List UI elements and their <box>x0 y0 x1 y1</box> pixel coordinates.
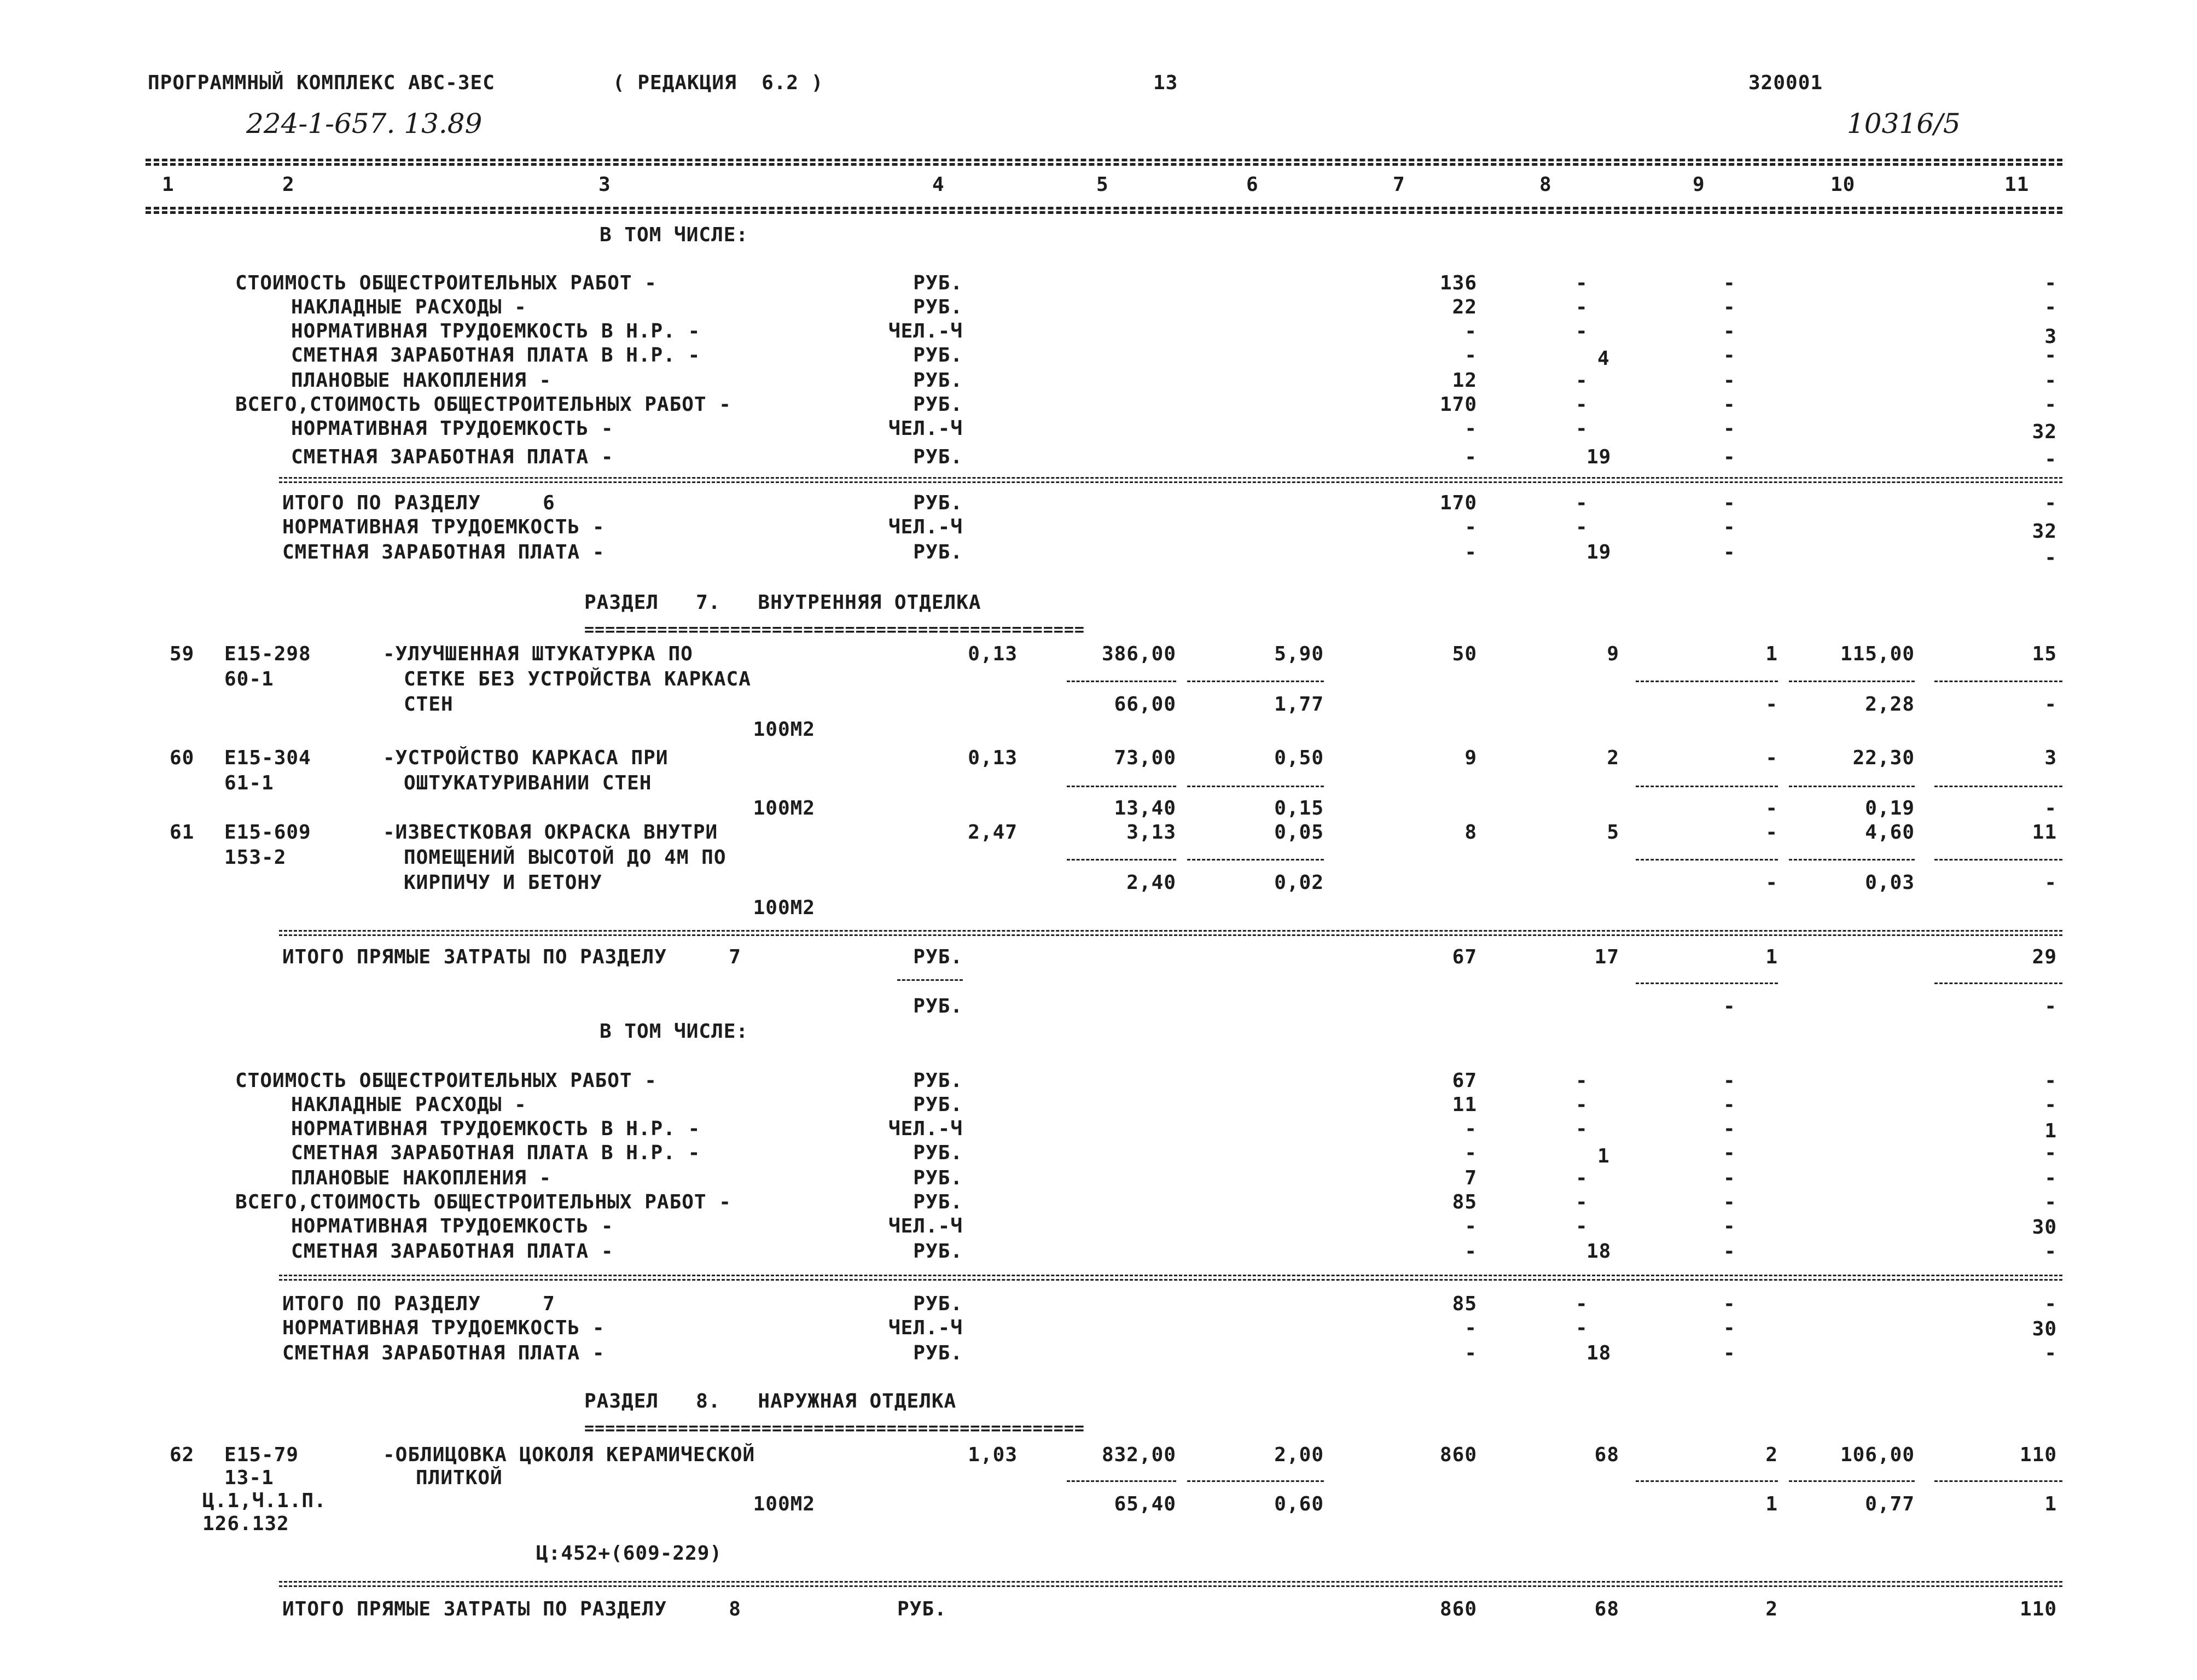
section-7-title: РАЗДЕЛ 7. ВНУТРЕННЯЯ ОТДЕЛКА <box>584 591 981 614</box>
row-unit: РУБ. <box>913 272 963 294</box>
row-unit: РУБ. <box>897 1598 947 1620</box>
row-col9: - <box>1723 393 1736 416</box>
item-desc-line: -ИЗВЕСТКОВАЯ ОКРАСКА ВНУТРИ <box>383 821 718 844</box>
item-machine-total: 2 <box>1765 1444 1778 1466</box>
row-col7: 85 <box>1452 1293 1477 1315</box>
row-label: ИТОГО ПРЯМЫЕ ЗАТРАТЫ ПО РАЗДЕЛУ 7 <box>282 946 741 968</box>
item-unit-cost: 386,00 <box>1101 643 1176 665</box>
row-label: ВСЕГО,СТОИМОСТЬ ОБЩЕСТРОИТЕЛЬНЫХ РАБОТ - <box>235 1191 731 1213</box>
row-unit: ЧЕЛ.-Ч <box>888 1215 963 1237</box>
row-label: ИТОГО ПРЯМЫЕ ЗАТРАТЫ ПО РАЗДЕЛУ 8 <box>282 1598 741 1620</box>
cell-divider <box>1067 681 1176 682</box>
row-col9: 2 <box>1765 1598 1778 1620</box>
row-label: СМЕТНАЯ ЗАРАБОТНАЯ ПЛАТА - <box>282 541 605 563</box>
row-col8: - <box>1576 320 1588 342</box>
row-unit: ЧЕЛ.-Ч <box>888 516 963 538</box>
row-col9: - <box>1723 1142 1736 1164</box>
item-labor-unit: 115,00 <box>1840 643 1915 665</box>
row-col7: 11 <box>1452 1094 1477 1116</box>
item-unit: 100М2 <box>753 1493 815 1515</box>
header-rule-bottom-2 <box>146 211 2062 214</box>
row-col8: - <box>1576 369 1588 392</box>
cell-divider <box>1789 1480 1915 1482</box>
item-desc-line: -УСТРОЙСТВО КАРКАСА ПРИ <box>383 747 669 769</box>
row-col8: 19 <box>1586 541 1612 563</box>
row-col9: - <box>1723 1240 1736 1263</box>
item-code-sub: 61-1 <box>224 772 274 794</box>
item-unit-cost: 832,00 <box>1101 1444 1176 1466</box>
row-col11: - <box>2044 1293 2057 1315</box>
row-label: НАКЛАДНЫЕ РАСХОДЫ - <box>291 296 527 318</box>
row-col9: - <box>1723 492 1736 514</box>
row-col11: - <box>2044 1069 2057 1092</box>
cell-divider <box>1187 1480 1324 1482</box>
row-col9: - <box>1723 417 1736 440</box>
row-col11: 29 <box>2032 946 2057 968</box>
row-col7: 860 <box>1439 1598 1477 1620</box>
cell-divider <box>1934 983 2062 984</box>
row-col9: - <box>1723 1069 1736 1092</box>
cell-divider <box>1789 859 1915 861</box>
row-col7: - <box>1464 1240 1477 1263</box>
row-unit: РУБ. <box>913 369 963 392</box>
item-unit: 100М2 <box>753 797 815 819</box>
item-code-pages: 126.132 <box>202 1513 289 1535</box>
row-col8: - <box>1576 1118 1588 1140</box>
item-unit-cost: 73,00 <box>1114 747 1176 769</box>
row-col9: - <box>1723 1293 1736 1315</box>
cell-divider <box>1636 859 1778 861</box>
row-col8: - <box>1576 1094 1588 1116</box>
item-unit-machine: 0,50 <box>1274 747 1324 769</box>
item-total: 50 <box>1452 643 1477 665</box>
row-col9: - <box>1723 1094 1736 1116</box>
item-desc-line: -ОБЛИЦОВКА ЦОКОЛЯ КЕРАМИЧЕСКОЙ <box>383 1444 755 1466</box>
col-5: 5 <box>1096 173 1109 196</box>
col-2: 2 <box>282 173 295 196</box>
cell-divider <box>1934 1480 2062 1482</box>
row-col8: - <box>1576 1215 1588 1237</box>
item-quantity: 0,13 <box>968 643 1018 665</box>
incl-heading-a: В ТОМ ЧИСЛЕ: <box>600 224 749 246</box>
item-machine-total: - <box>1765 821 1778 844</box>
item-desc-line: ОШТУКАТУРИВАНИИ СТЕН <box>404 772 652 794</box>
cell-divider <box>1636 1480 1778 1482</box>
item-labor-unit: 4,60 <box>1865 821 1915 844</box>
item-code: Е15-298 <box>224 643 311 665</box>
row-col11: 32 <box>2032 421 2057 443</box>
row-label: СМЕТНАЯ ЗАРАБОТНАЯ ПЛАТА - <box>282 1342 605 1364</box>
row-unit: РУБ. <box>913 1167 963 1189</box>
row-col7: - <box>1464 516 1477 538</box>
row-unit: РУБ. <box>913 492 963 514</box>
section-7-direct-rule-2 <box>279 934 2062 936</box>
row-unit-2: РУБ. <box>913 995 963 1018</box>
row-col9: - <box>1723 446 1736 468</box>
cell-divider <box>897 979 963 981</box>
cell-divider <box>1934 786 2062 787</box>
row-col11: 30 <box>2032 1318 2057 1340</box>
row-col7: - <box>1464 1118 1477 1140</box>
section-8-underline: ================================================ <box>584 1419 1085 1438</box>
row-col7: 136 <box>1439 272 1477 294</box>
row-col11: 3 <box>2044 325 2057 348</box>
row-col11: 1 <box>2044 1120 2057 1142</box>
item-machine-wage: - <box>1765 797 1778 819</box>
row-col7: 67 <box>1452 1069 1477 1092</box>
document-code: 320001 <box>1748 72 1823 94</box>
row-col7: - <box>1464 541 1477 563</box>
item-unit-wage: 2,40 <box>1126 871 1176 894</box>
row-col9: - <box>1723 1342 1736 1364</box>
row-col7: - <box>1464 344 1477 367</box>
row-col7: 12 <box>1452 369 1477 392</box>
row-col9-b: - <box>1723 995 1736 1018</box>
section-6-total-rule-2 <box>279 481 2062 483</box>
row-unit: РУБ. <box>913 1240 963 1263</box>
row-col7: 170 <box>1439 393 1477 416</box>
row-label: НОРМАТИВНАЯ ТРУДОЕМКОСТЬ - <box>291 1215 614 1237</box>
row-unit: ЧЕЛ.-Ч <box>888 1118 963 1140</box>
item-quantity: 2,47 <box>968 821 1018 844</box>
row-col11: - <box>2044 296 2057 318</box>
item-code: Е15-79 <box>224 1444 299 1466</box>
row-col8: 17 <box>1594 946 1619 968</box>
row-col8: - <box>1576 296 1588 318</box>
row-col8: - <box>1576 393 1588 416</box>
row-label: НОРМАТИВНАЯ ТРУДОЕМКОСТЬ - <box>282 516 605 538</box>
row-col7: 67 <box>1452 946 1477 968</box>
row-col8: - <box>1576 1293 1588 1315</box>
item-desc-line: ПЛИТКОЙ <box>416 1467 503 1489</box>
cell-divider <box>1187 859 1324 861</box>
item-code-ref: Ц.1,Ч.1.П. <box>202 1490 327 1512</box>
row-col11: - <box>2044 547 2057 569</box>
item-machine-wage: 1 <box>1765 1493 1778 1515</box>
row-col8: 1 <box>1597 1145 1610 1167</box>
item-price-formula: Ц:452+(609-229) <box>536 1542 723 1565</box>
row-col8: 18 <box>1586 1342 1612 1364</box>
item-quantity: 0,13 <box>968 747 1018 769</box>
col-6: 6 <box>1246 173 1259 196</box>
row-col8: 18 <box>1586 1240 1612 1263</box>
cell-divider <box>1789 786 1915 787</box>
row-label: НАКЛАДНЫЕ РАСХОДЫ - <box>291 1094 527 1116</box>
item-unit-cost: 3,13 <box>1126 821 1176 844</box>
row-label: СМЕТНАЯ ЗАРАБОТНАЯ ПЛАТА - <box>291 446 614 468</box>
item-unit-machine-wage: 0,60 <box>1274 1493 1324 1515</box>
section-8-direct-rule <box>279 1581 2062 1583</box>
row-col7: - <box>1464 1342 1477 1364</box>
page-number: 13 <box>1153 72 1178 94</box>
row-col8: - <box>1576 1191 1588 1213</box>
item-labor-total: 3 <box>2044 747 2057 769</box>
row-unit: РУБ. <box>913 344 963 367</box>
item-wage-total: 5 <box>1607 821 1619 844</box>
header-rule-top-2 <box>146 163 2062 166</box>
row-unit: РУБ. <box>913 541 963 563</box>
incl-heading-section-7: В ТОМ ЧИСЛЕ: <box>600 1020 749 1043</box>
row-unit: ЧЕЛ.-Ч <box>888 1317 963 1339</box>
item-unit-wage: 13,40 <box>1114 797 1176 819</box>
item-labor-machine-total: - <box>2044 871 2057 894</box>
row-col8: - <box>1576 516 1588 538</box>
row-col8: 19 <box>1586 446 1612 468</box>
row-col8: - <box>1576 1069 1588 1092</box>
row-col8: 68 <box>1594 1598 1619 1620</box>
row-label: НОРМАТИВНАЯ ТРУДОЕМКОСТЬ - <box>282 1317 605 1339</box>
row-col9: - <box>1723 320 1736 342</box>
section-7-total-rule <box>279 1275 2062 1276</box>
row-col11: - <box>2044 448 2057 470</box>
item-labor-machine-total: 1 <box>2044 1493 2057 1515</box>
row-label: ВСЕГО,СТОИМОСТЬ ОБЩЕСТРОИТЕЛЬНЫХ РАБОТ - <box>235 393 731 416</box>
row-col9: - <box>1723 1167 1736 1189</box>
handwritten-project-number: 224-1-657. 13.89 <box>246 108 483 139</box>
section-7-direct-rule <box>279 930 2062 932</box>
row-col7: - <box>1464 1317 1477 1339</box>
item-unit-machine: 5,90 <box>1274 643 1324 665</box>
row-col9: - <box>1723 1191 1736 1213</box>
row-col7: 22 <box>1452 296 1477 318</box>
row-col11: - <box>2044 369 2057 392</box>
row-col8: - <box>1576 417 1588 440</box>
row-col11: - <box>2044 492 2057 514</box>
program-name: ПРОГРАММНЫЙ КОМПЛЕКС АВС-3ЕС <box>148 72 495 94</box>
col-11: 11 <box>2004 173 2030 196</box>
item-quantity: 1,03 <box>968 1444 1018 1466</box>
item-desc-line: СТЕН <box>404 693 454 716</box>
item-code-sub: 153-2 <box>224 846 287 869</box>
item-desc-line: СЕТКЕ БЕЗ УСТРОЙСТВА КАРКАСА <box>404 668 751 690</box>
col-10: 10 <box>1830 173 1856 196</box>
row-col11: 30 <box>2032 1216 2057 1239</box>
item-desc-line: ПОМЕЩЕНИЙ ВЫСОТОЙ ДО 4М ПО <box>404 846 726 869</box>
col-8: 8 <box>1539 173 1552 196</box>
row-col11: 110 <box>2019 1598 2057 1620</box>
item-labor-total: 11 <box>2032 821 2057 844</box>
row-col9: - <box>1723 1215 1736 1237</box>
item-wage-total: 2 <box>1607 747 1619 769</box>
cell-divider <box>1067 859 1176 861</box>
row-col7: - <box>1464 1142 1477 1164</box>
item-unit-machine-wage: 0,02 <box>1274 871 1324 894</box>
item-desc-line: КИРПИЧУ И БЕТОНУ <box>404 871 602 894</box>
row-col7: - <box>1464 320 1477 342</box>
item-code-sub: 13-1 <box>224 1467 274 1489</box>
row-col9: 1 <box>1765 946 1778 968</box>
row-label: СТОИМОСТЬ ОБЩЕСТРОИТЕЛЬНЫХ РАБОТ - <box>235 272 657 294</box>
row-unit: ЧЕЛ.-Ч <box>888 417 963 440</box>
item-wage-total: 9 <box>1607 643 1619 665</box>
row-col11: - <box>2044 272 2057 294</box>
item-machine-total: - <box>1765 747 1778 769</box>
item-code: Е15-609 <box>224 821 311 844</box>
item-code-sub: 60-1 <box>224 668 274 690</box>
cell-divider <box>1067 786 1176 787</box>
cell-divider <box>1789 681 1915 682</box>
item-unit-machine-wage: 1,77 <box>1274 693 1324 716</box>
item-unit: 100М2 <box>753 897 815 919</box>
cell-divider <box>1636 786 1778 787</box>
item-labor-machine-total: - <box>2044 797 2057 819</box>
row-col9: - <box>1723 541 1736 563</box>
item-unit-wage: 65,40 <box>1114 1493 1176 1515</box>
row-label: ИТОГО ПО РАЗДЕЛУ 7 <box>282 1293 555 1315</box>
row-col11: - <box>2044 1142 2057 1164</box>
row-label: ИТОГО ПО РАЗДЕЛУ 6 <box>282 492 555 514</box>
item-code: Е15-304 <box>224 747 311 769</box>
row-col8: - <box>1576 1317 1588 1339</box>
row-label: ПЛАНОВЫЕ НАКОПЛЕНИЯ - <box>291 369 552 392</box>
item-labor-machine-unit: 0,77 <box>1865 1493 1915 1515</box>
row-label: СТОИМОСТЬ ОБЩЕСТРОИТЕЛЬНЫХ РАБОТ - <box>235 1069 657 1092</box>
row-col7: 85 <box>1452 1191 1477 1213</box>
item-total: 860 <box>1439 1444 1477 1466</box>
row-col11: - <box>2044 1191 2057 1213</box>
item-number: 62 <box>170 1444 195 1466</box>
cell-divider <box>1067 1480 1176 1482</box>
row-col9: - <box>1723 516 1736 538</box>
section-7-total-rule-2 <box>279 1279 2062 1281</box>
section-6-total-rule <box>279 477 2062 479</box>
row-col11: - <box>2044 1240 2057 1263</box>
cell-divider <box>1934 859 2062 861</box>
row-col7: - <box>1464 446 1477 468</box>
item-desc-line: -УЛУЧШЕННАЯ ШТУКАТУРКА ПО <box>383 643 693 665</box>
item-total: 8 <box>1464 821 1477 844</box>
item-labor-unit: 106,00 <box>1840 1444 1915 1466</box>
row-col7: - <box>1464 1215 1477 1237</box>
item-unit-wage: 66,00 <box>1114 693 1176 716</box>
section-8-title: РАЗДЕЛ 8. НАРУЖНАЯ ОТДЕЛКА <box>584 1390 957 1412</box>
col-3: 3 <box>598 173 611 196</box>
handwritten-sheet-number: 10316/5 <box>1847 108 1961 139</box>
item-unit-machine: 2,00 <box>1274 1444 1324 1466</box>
cell-divider <box>1187 786 1324 787</box>
row-unit: РУБ. <box>913 946 963 968</box>
row-col11: - <box>2044 344 2057 367</box>
row-col11: - <box>2044 1094 2057 1116</box>
row-col8: - <box>1576 492 1588 514</box>
row-col9: - <box>1723 1118 1736 1140</box>
row-unit: РУБ. <box>913 1293 963 1315</box>
section-7-underline: ================================================ <box>584 620 1085 640</box>
row-label: НОРМАТИВНАЯ ТРУДОЕМКОСТЬ - <box>291 417 614 440</box>
item-unit-machine-wage: 0,15 <box>1274 797 1324 819</box>
cell-divider <box>1187 681 1324 682</box>
item-machine-wage: - <box>1765 871 1778 894</box>
row-unit: РУБ. <box>913 1191 963 1213</box>
item-labor-total: 15 <box>2032 643 2057 665</box>
item-labor-machine-unit: 0,19 <box>1865 797 1915 819</box>
row-col9: - <box>1723 296 1736 318</box>
col-4: 4 <box>932 173 945 196</box>
item-total: 9 <box>1464 747 1477 769</box>
row-unit: РУБ. <box>913 1342 963 1364</box>
row-unit: РУБ. <box>913 1069 963 1092</box>
row-unit: РУБ. <box>913 446 963 468</box>
item-number: 60 <box>170 747 195 769</box>
row-col7: - <box>1464 417 1477 440</box>
col-9: 9 <box>1693 173 1705 196</box>
row-label: СМЕТНАЯ ЗАРАБОТНАЯ ПЛАТА В Н.Р. - <box>291 344 701 367</box>
row-col9: - <box>1723 344 1736 367</box>
cell-divider <box>1636 983 1778 984</box>
item-machine-wage: - <box>1765 693 1778 716</box>
item-labor-machine-total: - <box>2044 693 2057 716</box>
header-rule-top <box>146 159 2062 161</box>
row-col8: - <box>1576 272 1588 294</box>
col-1: 1 <box>162 173 175 196</box>
section-8-direct-rule-2 <box>279 1585 2062 1587</box>
item-labor-total: 110 <box>2019 1444 2057 1466</box>
header-rule-bottom <box>146 207 2062 210</box>
row-col9: - <box>1723 1317 1736 1339</box>
item-labor-unit: 22,30 <box>1852 747 1915 769</box>
row-label: СМЕТНАЯ ЗАРАБОТНАЯ ПЛАТА - <box>291 1240 614 1263</box>
col-7: 7 <box>1393 173 1405 196</box>
item-machine-total: 1 <box>1765 643 1778 665</box>
row-unit: РУБ. <box>913 1142 963 1164</box>
row-label: НОРМАТИВНАЯ ТРУДОЕМКОСТЬ В Н.Р. - <box>291 1118 701 1140</box>
row-col9: - <box>1723 272 1736 294</box>
item-number: 59 <box>170 643 195 665</box>
item-number: 61 <box>170 821 195 844</box>
row-col8: 4 <box>1597 347 1610 370</box>
row-label: СМЕТНАЯ ЗАРАБОТНАЯ ПЛАТА В Н.Р. - <box>291 1142 701 1164</box>
row-col11: - <box>2044 1342 2057 1364</box>
item-labor-machine-unit: 0,03 <box>1865 871 1915 894</box>
row-unit: РУБ. <box>913 393 963 416</box>
row-col7: 170 <box>1439 492 1477 514</box>
row-unit: ЧЕЛ.-Ч <box>888 320 963 342</box>
row-unit: РУБ. <box>913 296 963 318</box>
edition-label: ( РЕДАКЦИЯ 6.2 ) <box>613 72 824 94</box>
item-wage-total: 68 <box>1594 1444 1619 1466</box>
cell-divider <box>1636 681 1778 682</box>
row-col8: - <box>1576 1167 1588 1189</box>
row-col11: - <box>2044 1167 2057 1189</box>
row-col11: - <box>2044 393 2057 416</box>
item-labor-machine-unit: 2,28 <box>1865 693 1915 716</box>
item-unit: 100М2 <box>753 718 815 741</box>
item-unit-machine: 0,05 <box>1274 821 1324 844</box>
row-label: НОРМАТИВНАЯ ТРУДОЕМКОСТЬ В Н.Р. - <box>291 320 701 342</box>
row-col7: 7 <box>1464 1167 1477 1189</box>
row-col9: - <box>1723 369 1736 392</box>
cell-divider <box>1934 681 2062 682</box>
row-unit: РУБ. <box>913 1094 963 1116</box>
row-col11: 32 <box>2032 520 2057 543</box>
row-label: ПЛАНОВЫЕ НАКОПЛЕНИЯ - <box>291 1167 552 1189</box>
row-col11-b: - <box>2044 995 2057 1018</box>
